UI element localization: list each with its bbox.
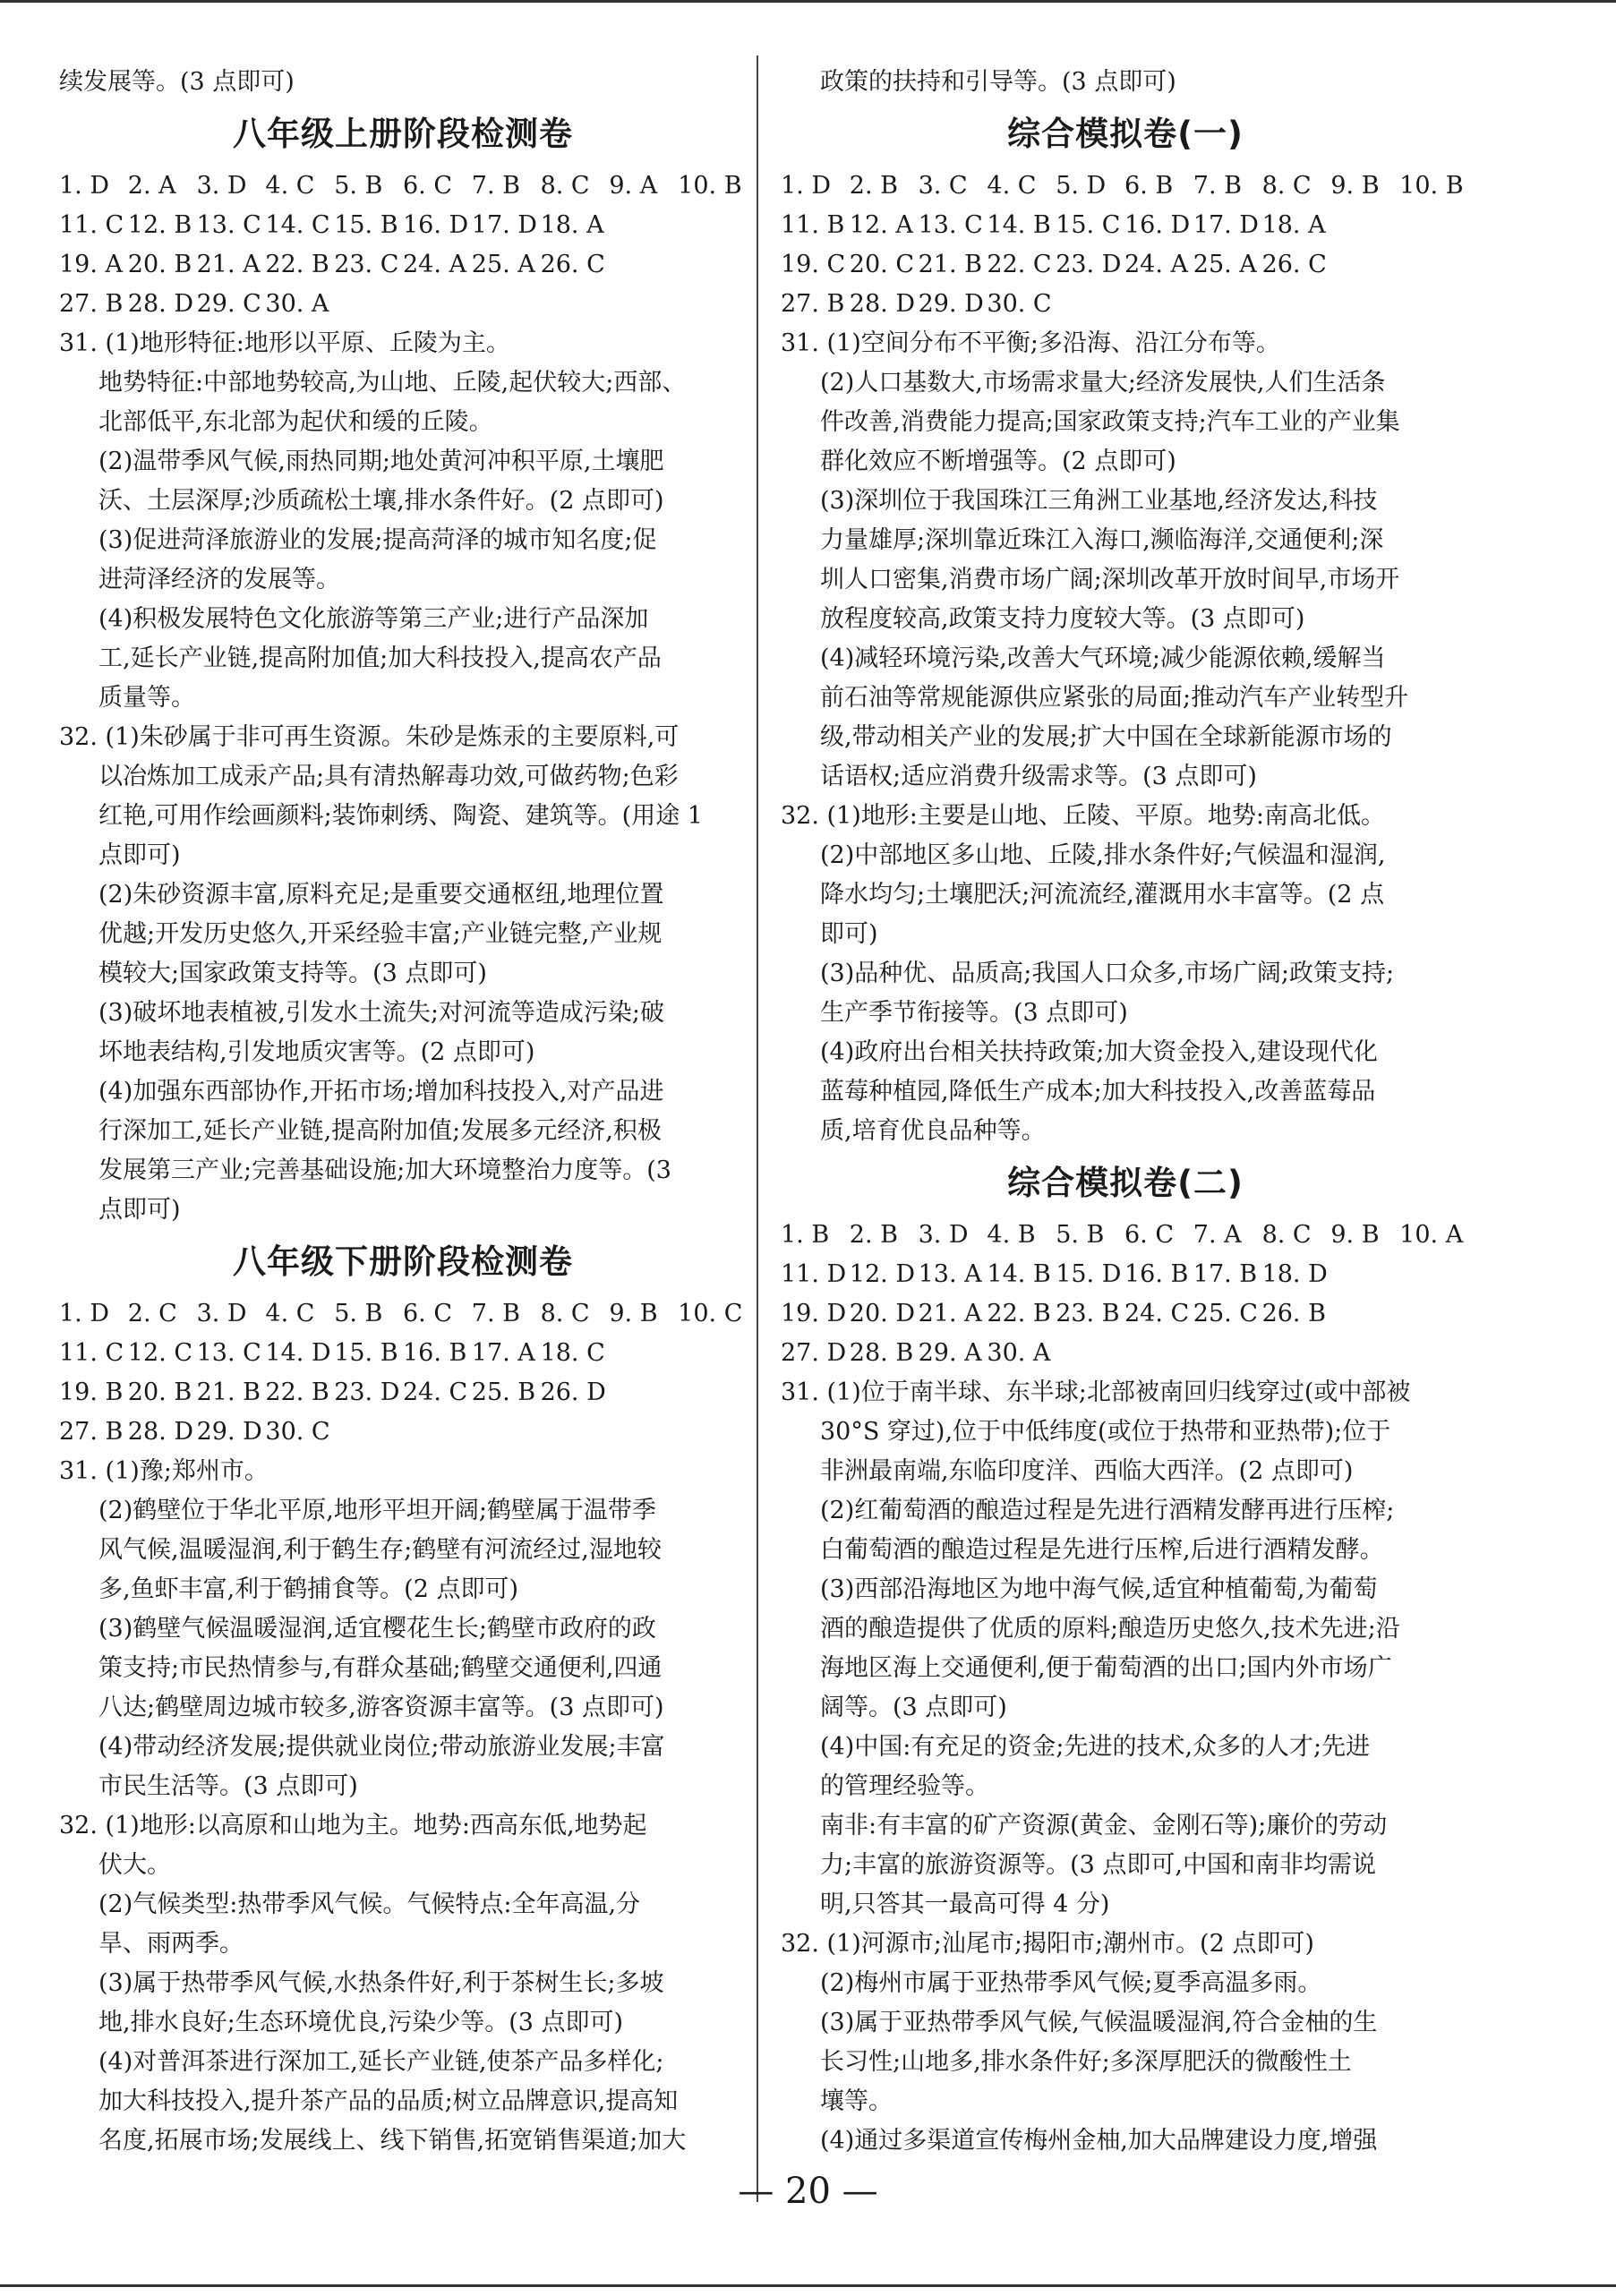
answer-cell: 6. C bbox=[402, 1300, 452, 1327]
answer-cell: 4. B bbox=[987, 1221, 1036, 1249]
bottom-rule bbox=[0, 2284, 1616, 2287]
answer-text-line: 市民生活等。(3 点即可) bbox=[98, 1772, 358, 1800]
answer-text-line: 白葡萄酒的酿造过程是先进行压榨,后进行酒精发酵。 bbox=[820, 1536, 1384, 1564]
answer-cell: 1. D bbox=[59, 172, 109, 200]
answer-cell: 20. D bbox=[849, 1300, 915, 1327]
answer-text-line: (3)西部沿海地区为地中海气候,适宜种植葡萄,为葡萄 bbox=[820, 1575, 1378, 1603]
answer-text-line: 前石油等常规能源供应紧张的局面;推动汽车产业转型升 bbox=[820, 684, 1409, 712]
answer-text-line: (2)人口基数大,市场需求量大;经济发展快,人们生活条 bbox=[820, 369, 1386, 397]
answer-cell: 5. D bbox=[1056, 172, 1107, 200]
answer-cell: 1. D bbox=[781, 172, 831, 200]
answer-row bbox=[59, 166, 747, 206]
answer-text-line: (4)对普洱茶进行深加工,延长产业链,使茶产品多样化; bbox=[98, 2048, 664, 2076]
answer-row bbox=[781, 206, 1470, 245]
answer-cell: 13. C bbox=[196, 1339, 261, 1367]
answer-text-line: 风气候,温暖湿润,利于鹤生存;鹤壁有河流经过,湿地较 bbox=[98, 1536, 662, 1564]
answer-row bbox=[59, 1413, 747, 1452]
answer-cell: 14. C bbox=[265, 211, 330, 239]
answer-cell: 13. C bbox=[918, 211, 983, 239]
answer-text-line: (2)梅州市属于亚热带季风气候;夏季高温多雨。 bbox=[820, 1969, 1322, 1997]
answer-text-line: 话语权;适应消费升级需求等。(3 点即可) bbox=[820, 763, 1257, 790]
answer-cell: 12. C bbox=[127, 1339, 192, 1367]
answer-cell: 23. D bbox=[1056, 251, 1122, 278]
answer-cell: 16. B bbox=[1124, 1260, 1189, 1288]
answer-cell: 14. B bbox=[987, 211, 1051, 239]
answer-cell: 2. B bbox=[849, 172, 898, 200]
answer-row bbox=[59, 285, 747, 324]
answer-cell: 18. D bbox=[1261, 1260, 1328, 1288]
answer-cell: 4. C bbox=[265, 1300, 315, 1327]
answer-cell: 17. D bbox=[471, 211, 537, 239]
answer-text-line: 32. (1)朱砂属于非可再生资源。朱砂是炼汞的主要原料,可 bbox=[59, 723, 680, 751]
answer-cell: 9. A bbox=[609, 172, 658, 200]
answer-cell: 16. B bbox=[402, 1339, 467, 1367]
answer-cell: 23. C bbox=[334, 251, 399, 278]
answer-cell: 6. C bbox=[402, 172, 452, 200]
answer-text-line: 32. (1)地形:以高原和山地为主。地势:西高东低,地势起 bbox=[59, 1812, 647, 1839]
answer-text-line: (4)中国:有充足的资金;先进的技术,众多的人才;先进 bbox=[820, 1733, 1371, 1761]
answer-text-line: 壤等。 bbox=[820, 2087, 893, 2115]
answer-text-line: 质量等。 bbox=[98, 684, 195, 712]
answer-cell: 23. B bbox=[1056, 1300, 1120, 1327]
answer-cell: 26. C bbox=[1261, 251, 1327, 278]
answer-text-line: (2)红葡萄酒的酿造过程是先进行酒精发酵再进行压榨; bbox=[820, 1497, 1395, 1524]
answer-cell: 9. B bbox=[1330, 172, 1380, 200]
answer-cell: 26. D bbox=[540, 1378, 606, 1406]
answer-text-line: 续发展等。(3 点即可) bbox=[59, 68, 295, 96]
answer-text-line: 点即可) bbox=[98, 1196, 181, 1224]
answer-text-line: (3)深圳位于我国珠江三角洲工业基地,经济发达,科技 bbox=[820, 487, 1378, 515]
answer-text-line: 生产季节衔接等。(3 点即可) bbox=[820, 999, 1128, 1027]
left-column bbox=[59, 63, 747, 2161]
answer-text-line: 多,鱼虾丰富,利于鹤捕食等。(2 点即可) bbox=[98, 1575, 518, 1603]
answer-row bbox=[59, 1334, 747, 1373]
answer-cell: 27. B bbox=[781, 290, 845, 318]
answer-text-line: 地势特征:中部地势较高,为山地、丘陵,起伏较大;西部、 bbox=[98, 369, 687, 397]
answer-text-line: (3)鹤壁气候温暖湿润,适宜樱花生长;鹤壁市政府的政 bbox=[98, 1615, 656, 1643]
answer-cell: 12. B bbox=[127, 211, 192, 239]
answer-cell: 19. B bbox=[59, 1378, 124, 1406]
answer-cell: 27. B bbox=[59, 1418, 124, 1446]
answer-text-line: 阔等。(3 点即可) bbox=[820, 1694, 1007, 1721]
answer-text-line: (4)减轻环境污染,改善大气环境;减少能源依赖,缓解当 bbox=[820, 644, 1386, 672]
answer-row bbox=[59, 245, 747, 285]
answer-text-line: (3)促进菏泽旅游业的发展;提高菏泽的城市知名度;促 bbox=[98, 526, 657, 554]
answer-row bbox=[781, 1216, 1470, 1255]
answer-cell: 10. C bbox=[678, 1300, 743, 1327]
section-title: 综合模拟卷(二) bbox=[1007, 1164, 1244, 1202]
answer-row bbox=[781, 285, 1470, 324]
answer-cell: 8. C bbox=[1261, 1221, 1312, 1249]
answer-text-line: 长习性;山地多,排水条件好;多深厚肥沃的微酸性土 bbox=[820, 2048, 1352, 2076]
answer-cell: 28. D bbox=[849, 290, 915, 318]
answer-cell: 15. D bbox=[1056, 1260, 1122, 1288]
answer-text-line: (3)属于热带季风气候,水热条件好,利于茶树生长;多坡 bbox=[98, 1969, 664, 1997]
answer-text-line: (2)朱砂资源丰富,原料充足;是重要交通枢纽,地理位置 bbox=[98, 881, 664, 909]
answer-cell: 2. A bbox=[127, 172, 176, 200]
answer-cell: 10. B bbox=[1399, 172, 1464, 200]
answer-cell: 19. A bbox=[59, 251, 124, 278]
answer-cell: 5. B bbox=[1056, 1221, 1105, 1249]
answer-cell: 7. B bbox=[1193, 172, 1242, 200]
answer-text-line: 群化效应不断增强等。(2 点即可) bbox=[820, 448, 1176, 475]
answer-text-line: (3)属于亚热带季风气候,气候温暖湿润,符合金柚的生 bbox=[820, 2009, 1378, 2036]
answer-cell: 30. C bbox=[265, 1418, 330, 1446]
answer-cell: 28. B bbox=[849, 1339, 914, 1367]
answer-cell: 26. C bbox=[540, 251, 605, 278]
answer-cell: 11. B bbox=[781, 211, 845, 239]
answer-text-line: 策支持;市民热情参与,有群众基础;鹤壁交通便利,四通 bbox=[98, 1654, 663, 1682]
answer-cell: 25. C bbox=[1193, 1300, 1258, 1327]
answer-text-line: 坏地表结构,引发地质灾害等。(2 点即可) bbox=[98, 1038, 535, 1066]
answer-text-line: 进菏泽经济的发展等。 bbox=[98, 566, 340, 593]
answer-row bbox=[781, 1294, 1470, 1334]
answer-cell: 28. D bbox=[127, 290, 193, 318]
answer-text-line: 海地区海上交通便利,便于葡萄酒的出口;国内外市场广 bbox=[820, 1654, 1392, 1682]
answer-cell: 21. A bbox=[196, 251, 261, 278]
answer-text-line: (2)气候类型:热带季风气候。气候特点:全年高温,分 bbox=[98, 1891, 641, 1918]
answer-cell: 2. C bbox=[127, 1300, 177, 1327]
answer-text-line: (2)中部地区多山地、丘陵,排水条件好;气候温和湿润, bbox=[820, 841, 1386, 869]
answer-row bbox=[781, 1334, 1470, 1373]
answer-text-line: 发展第三产业;完善基础设施;加大环境整治力度等。(3 bbox=[98, 1157, 671, 1184]
column-divider bbox=[757, 55, 758, 2202]
answer-text-line: 明,只答其一最高可得 4 分) bbox=[820, 1891, 1110, 1918]
answer-text-line: 工,延长产业链,提高附加值;加大科技投入,提高农产品 bbox=[98, 644, 662, 672]
answer-cell: 18. A bbox=[540, 211, 604, 239]
answer-text-line: 圳人口密集,消费市场广阔;深圳改革开放时间早,市场开 bbox=[820, 566, 1400, 593]
answer-cell: 15. B bbox=[334, 211, 398, 239]
answer-row bbox=[781, 1255, 1470, 1294]
answer-cell: 7. A bbox=[1193, 1221, 1242, 1249]
answer-row bbox=[59, 1373, 747, 1413]
top-rule bbox=[0, 0, 1616, 3]
answer-cell: 4. C bbox=[265, 172, 315, 200]
answer-text-line: 地,排水良好;生态环境优良,污染少等。(3 点即可) bbox=[98, 2009, 624, 2036]
answer-cell: 25. A bbox=[1193, 251, 1257, 278]
answer-cell: 10. B bbox=[678, 172, 742, 200]
answer-cell: 9. B bbox=[1330, 1221, 1380, 1249]
answer-text-line: 力量雄厚;深圳靠近珠江入海口,濒临海洋,交通便利;深 bbox=[820, 526, 1384, 554]
answer-cell: 12. A bbox=[849, 211, 913, 239]
answer-cell: 24. C bbox=[1124, 1300, 1190, 1327]
answer-cell: 29. D bbox=[196, 1418, 262, 1446]
answer-cell: 19. C bbox=[781, 251, 846, 278]
answer-text-line: 行深加工,延长产业链,提高附加值;发展多元经济,积极 bbox=[98, 1117, 662, 1145]
answer-text-line: 级,带动相关产业的发展;扩大中国在全球新能源市场的 bbox=[820, 723, 1392, 751]
answer-cell: 18. C bbox=[540, 1339, 605, 1367]
answer-cell: 11. D bbox=[781, 1260, 847, 1288]
answer-cell: 21. B bbox=[196, 1378, 261, 1406]
answer-cell: 13. C bbox=[196, 211, 261, 239]
page-number: — 20 — bbox=[738, 2171, 878, 2212]
answer-cell: 21. A bbox=[918, 1300, 982, 1327]
answer-cell: 4. C bbox=[987, 172, 1037, 200]
answer-cell: 24. C bbox=[402, 1378, 468, 1406]
answer-text-line: 政策的扶持和引导等。(3 点即可) bbox=[820, 68, 1176, 96]
answer-text-line: 31. (1)豫;郑州市。 bbox=[59, 1457, 269, 1485]
answer-cell: 30. A bbox=[265, 290, 329, 318]
answer-cell: 3. D bbox=[918, 1221, 969, 1249]
answer-cell: 20. B bbox=[127, 1378, 192, 1406]
answer-cell: 14. B bbox=[987, 1260, 1051, 1288]
answer-cell: 2. B bbox=[849, 1221, 898, 1249]
answer-cell: 14. D bbox=[265, 1339, 331, 1367]
answer-cell: 15. C bbox=[1056, 211, 1121, 239]
answer-text-line: 质,培育优良品种等。 bbox=[820, 1117, 1046, 1145]
answer-text-line: 以冶炼加工成汞产品;具有清热解毒功效,可做药物;色彩 bbox=[98, 763, 679, 790]
answer-cell: 25. B bbox=[471, 1378, 536, 1406]
answer-text-line: 的管理经验等。 bbox=[820, 1772, 989, 1800]
answer-text-line: (3)破坏地表植被,引发水土流失;对河流等造成污染;破 bbox=[98, 999, 665, 1027]
answer-cell: 9. B bbox=[609, 1300, 658, 1327]
answer-cell: 22. B bbox=[987, 1300, 1051, 1327]
answer-cell: 6. B bbox=[1124, 172, 1174, 200]
answer-text-line: 即可) bbox=[820, 920, 878, 948]
answer-cell: 26. B bbox=[1261, 1300, 1326, 1327]
answer-text-line: 名度,拓展市场;发展线上、线下销售,拓宽销售渠道;加大 bbox=[98, 2127, 687, 2155]
answer-cell: 3. C bbox=[918, 172, 968, 200]
answer-text-line: 模较大;国家政策支持等。(3 点即可) bbox=[98, 960, 487, 987]
answer-text-line: 力;丰富的旅游资源等。(3 点即可,中国和南非均需说 bbox=[820, 1851, 1376, 1879]
answer-text-line: 旱、雨两季。 bbox=[98, 1930, 244, 1958]
answer-cell: 17. A bbox=[471, 1339, 535, 1367]
answer-cell: 10. A bbox=[1399, 1221, 1464, 1249]
answer-cell: 15. B bbox=[334, 1339, 398, 1367]
answer-text-line: (4)政府出台相关扶持政策;加大资金投入,建设现代化 bbox=[820, 1038, 1378, 1066]
answer-row bbox=[781, 166, 1470, 206]
answer-text-line: 加大科技投入,提升茶产品的品质;树立品牌意识,提高知 bbox=[98, 2087, 679, 2115]
answer-cell: 11. C bbox=[59, 211, 124, 239]
answer-text-line: (4)带动经济发展;提供就业岗位;带动旅游业发展;丰富 bbox=[98, 1733, 665, 1761]
answer-cell: 7. B bbox=[471, 1300, 520, 1327]
answer-text-line: 30°S 穿过),位于中低纬度(或位于热带和亚热带);位于 bbox=[820, 1418, 1391, 1446]
answer-text-line: 点即可) bbox=[98, 841, 181, 869]
answer-cell: 17. B bbox=[1193, 1260, 1258, 1288]
answer-cell: 3. D bbox=[196, 1300, 247, 1327]
answer-cell: 5. B bbox=[334, 1300, 383, 1327]
section-title: 八年级上册阶段检测卷 bbox=[233, 115, 573, 153]
answer-text-line: 31. (1)地形特征:地形以平原、丘陵为主。 bbox=[59, 329, 510, 357]
answer-text-line: 南非:有丰富的矿产资源(黄金、金刚石等);廉价的劳动 bbox=[820, 1812, 1388, 1839]
answer-cell: 30. A bbox=[987, 1339, 1051, 1367]
answer-text-line: 32. (1)地形:主要是山地、丘陵、平原。地势:南高北低。 bbox=[781, 802, 1385, 830]
answer-cell: 29. D bbox=[918, 290, 984, 318]
answer-row bbox=[59, 1294, 747, 1334]
answer-text-line: 伏大。 bbox=[98, 1851, 171, 1879]
answer-cell: 16. D bbox=[402, 211, 469, 239]
answer-text-line: 优越;开发历史悠久,开采经验丰富;产业链完整,产业规 bbox=[98, 920, 663, 948]
answer-cell: 23. D bbox=[334, 1378, 400, 1406]
answer-cell: 27. B bbox=[59, 290, 124, 318]
answer-cell: 22. B bbox=[265, 1378, 329, 1406]
answer-text-line: 32. (1)河源市;汕尾市;揭阳市;潮州市。(2 点即可) bbox=[781, 1930, 1314, 1958]
answer-text-line: 八达;鹤壁周边城市较多,游客资源丰富等。(3 点即可) bbox=[98, 1694, 664, 1721]
answer-cell: 13. A bbox=[918, 1260, 982, 1288]
answer-cell: 6. C bbox=[1124, 1221, 1174, 1249]
answer-row bbox=[59, 206, 747, 245]
answer-cell: 19. D bbox=[781, 1300, 847, 1327]
answer-cell: 28. D bbox=[127, 1418, 193, 1446]
answer-text-line: 酒的酿造提供了优质的原料;酿造历史悠久,技术先进;沿 bbox=[820, 1615, 1400, 1643]
answer-cell: 22. C bbox=[987, 251, 1052, 278]
answer-cell: 1. D bbox=[59, 1300, 109, 1327]
answer-cell: 24. A bbox=[1124, 251, 1189, 278]
answer-cell: 17. D bbox=[1193, 211, 1259, 239]
answer-cell: 8. C bbox=[1261, 172, 1312, 200]
answer-cell: 24. A bbox=[402, 251, 467, 278]
answer-cell: 16. D bbox=[1124, 211, 1191, 239]
answer-cell: 22. B bbox=[265, 251, 329, 278]
section-title: 综合模拟卷(一) bbox=[1007, 115, 1244, 153]
answer-text-line: 31. (1)位于南半球、东半球;北部被南回归线穿过(或中部被 bbox=[781, 1378, 1411, 1406]
answer-text-line: (2)鹤壁位于华北平原,地形平坦开阔;鹤壁属于温带季 bbox=[98, 1497, 656, 1524]
answer-cell: 8. C bbox=[540, 172, 590, 200]
right-column bbox=[781, 63, 1470, 2161]
answer-text-line: (3)品种优、品质高;我国人口众多,市场广阔;政策支持; bbox=[820, 960, 1395, 987]
answer-cell: 8. C bbox=[540, 1300, 590, 1327]
answer-text-line: 沃、土层深厚;沙质疏松土壤,排水条件好。(2 点即可) bbox=[98, 487, 664, 515]
answer-cell: 27. D bbox=[781, 1339, 847, 1367]
answer-cell: 12. D bbox=[849, 1260, 915, 1288]
answer-cell: 30. C bbox=[987, 290, 1052, 318]
section-title: 八年级下册阶段检测卷 bbox=[233, 1242, 573, 1281]
answer-cell: 3. D bbox=[196, 172, 247, 200]
answer-text-line: (4)积极发展特色文化旅游等第三产业;进行产品深加 bbox=[98, 605, 649, 633]
answer-text-line: (4)加强东西部协作,开拓市场;增加科技投入,对产品进 bbox=[98, 1078, 664, 1105]
answer-cell: 29. A bbox=[918, 1339, 982, 1367]
answer-cell: 1. B bbox=[781, 1221, 830, 1249]
answer-cell: 11. C bbox=[59, 1339, 124, 1367]
answer-cell: 29. C bbox=[196, 290, 261, 318]
answer-text-line: (4)通过多渠道宣传梅州金柚,加大品牌建设力度,增强 bbox=[820, 2127, 1378, 2155]
answer-text-line: 北部低平,东北部为起伏和缓的丘陵。 bbox=[98, 408, 493, 436]
answer-cell: 18. A bbox=[1261, 211, 1326, 239]
answer-text-line: 降水均匀;土壤肥沃;河流流经,灌溉用水丰富等。(2 点 bbox=[820, 881, 1385, 909]
answer-cell: 20. C bbox=[849, 251, 914, 278]
answer-cell: 25. A bbox=[471, 251, 535, 278]
answer-text-line: 非洲最南端,东临印度洋、西临大西洋。(2 点即可) bbox=[820, 1457, 1354, 1485]
answer-row bbox=[781, 245, 1470, 285]
answer-text-line: (2)温带季风气候,雨热同期;地处黄河冲积平原,土壤肥 bbox=[98, 448, 664, 475]
answer-text-line: 件改善,消费能力提高;国家政策支持;汽车工业的产业集 bbox=[820, 408, 1400, 436]
answer-cell: 7. B bbox=[471, 172, 520, 200]
answer-text-line: 31. (1)空间分布不平衡;多沿海、沿江分布等。 bbox=[781, 329, 1280, 357]
answer-text-line: 红艳,可用作绘画颜料;装饰刺绣、陶瓷、建筑等。(用途 1 bbox=[98, 802, 703, 830]
answer-cell: 5. B bbox=[334, 172, 383, 200]
answer-cell: 21. B bbox=[918, 251, 982, 278]
answer-cell: 20. B bbox=[127, 251, 192, 278]
answer-text-line: 放程度较高,政策支持力度较大等。(3 点即可) bbox=[820, 605, 1305, 633]
answer-text-line: 蓝莓种植园,降低生产成本;加大科技投入,改善蓝莓品 bbox=[820, 1078, 1376, 1105]
